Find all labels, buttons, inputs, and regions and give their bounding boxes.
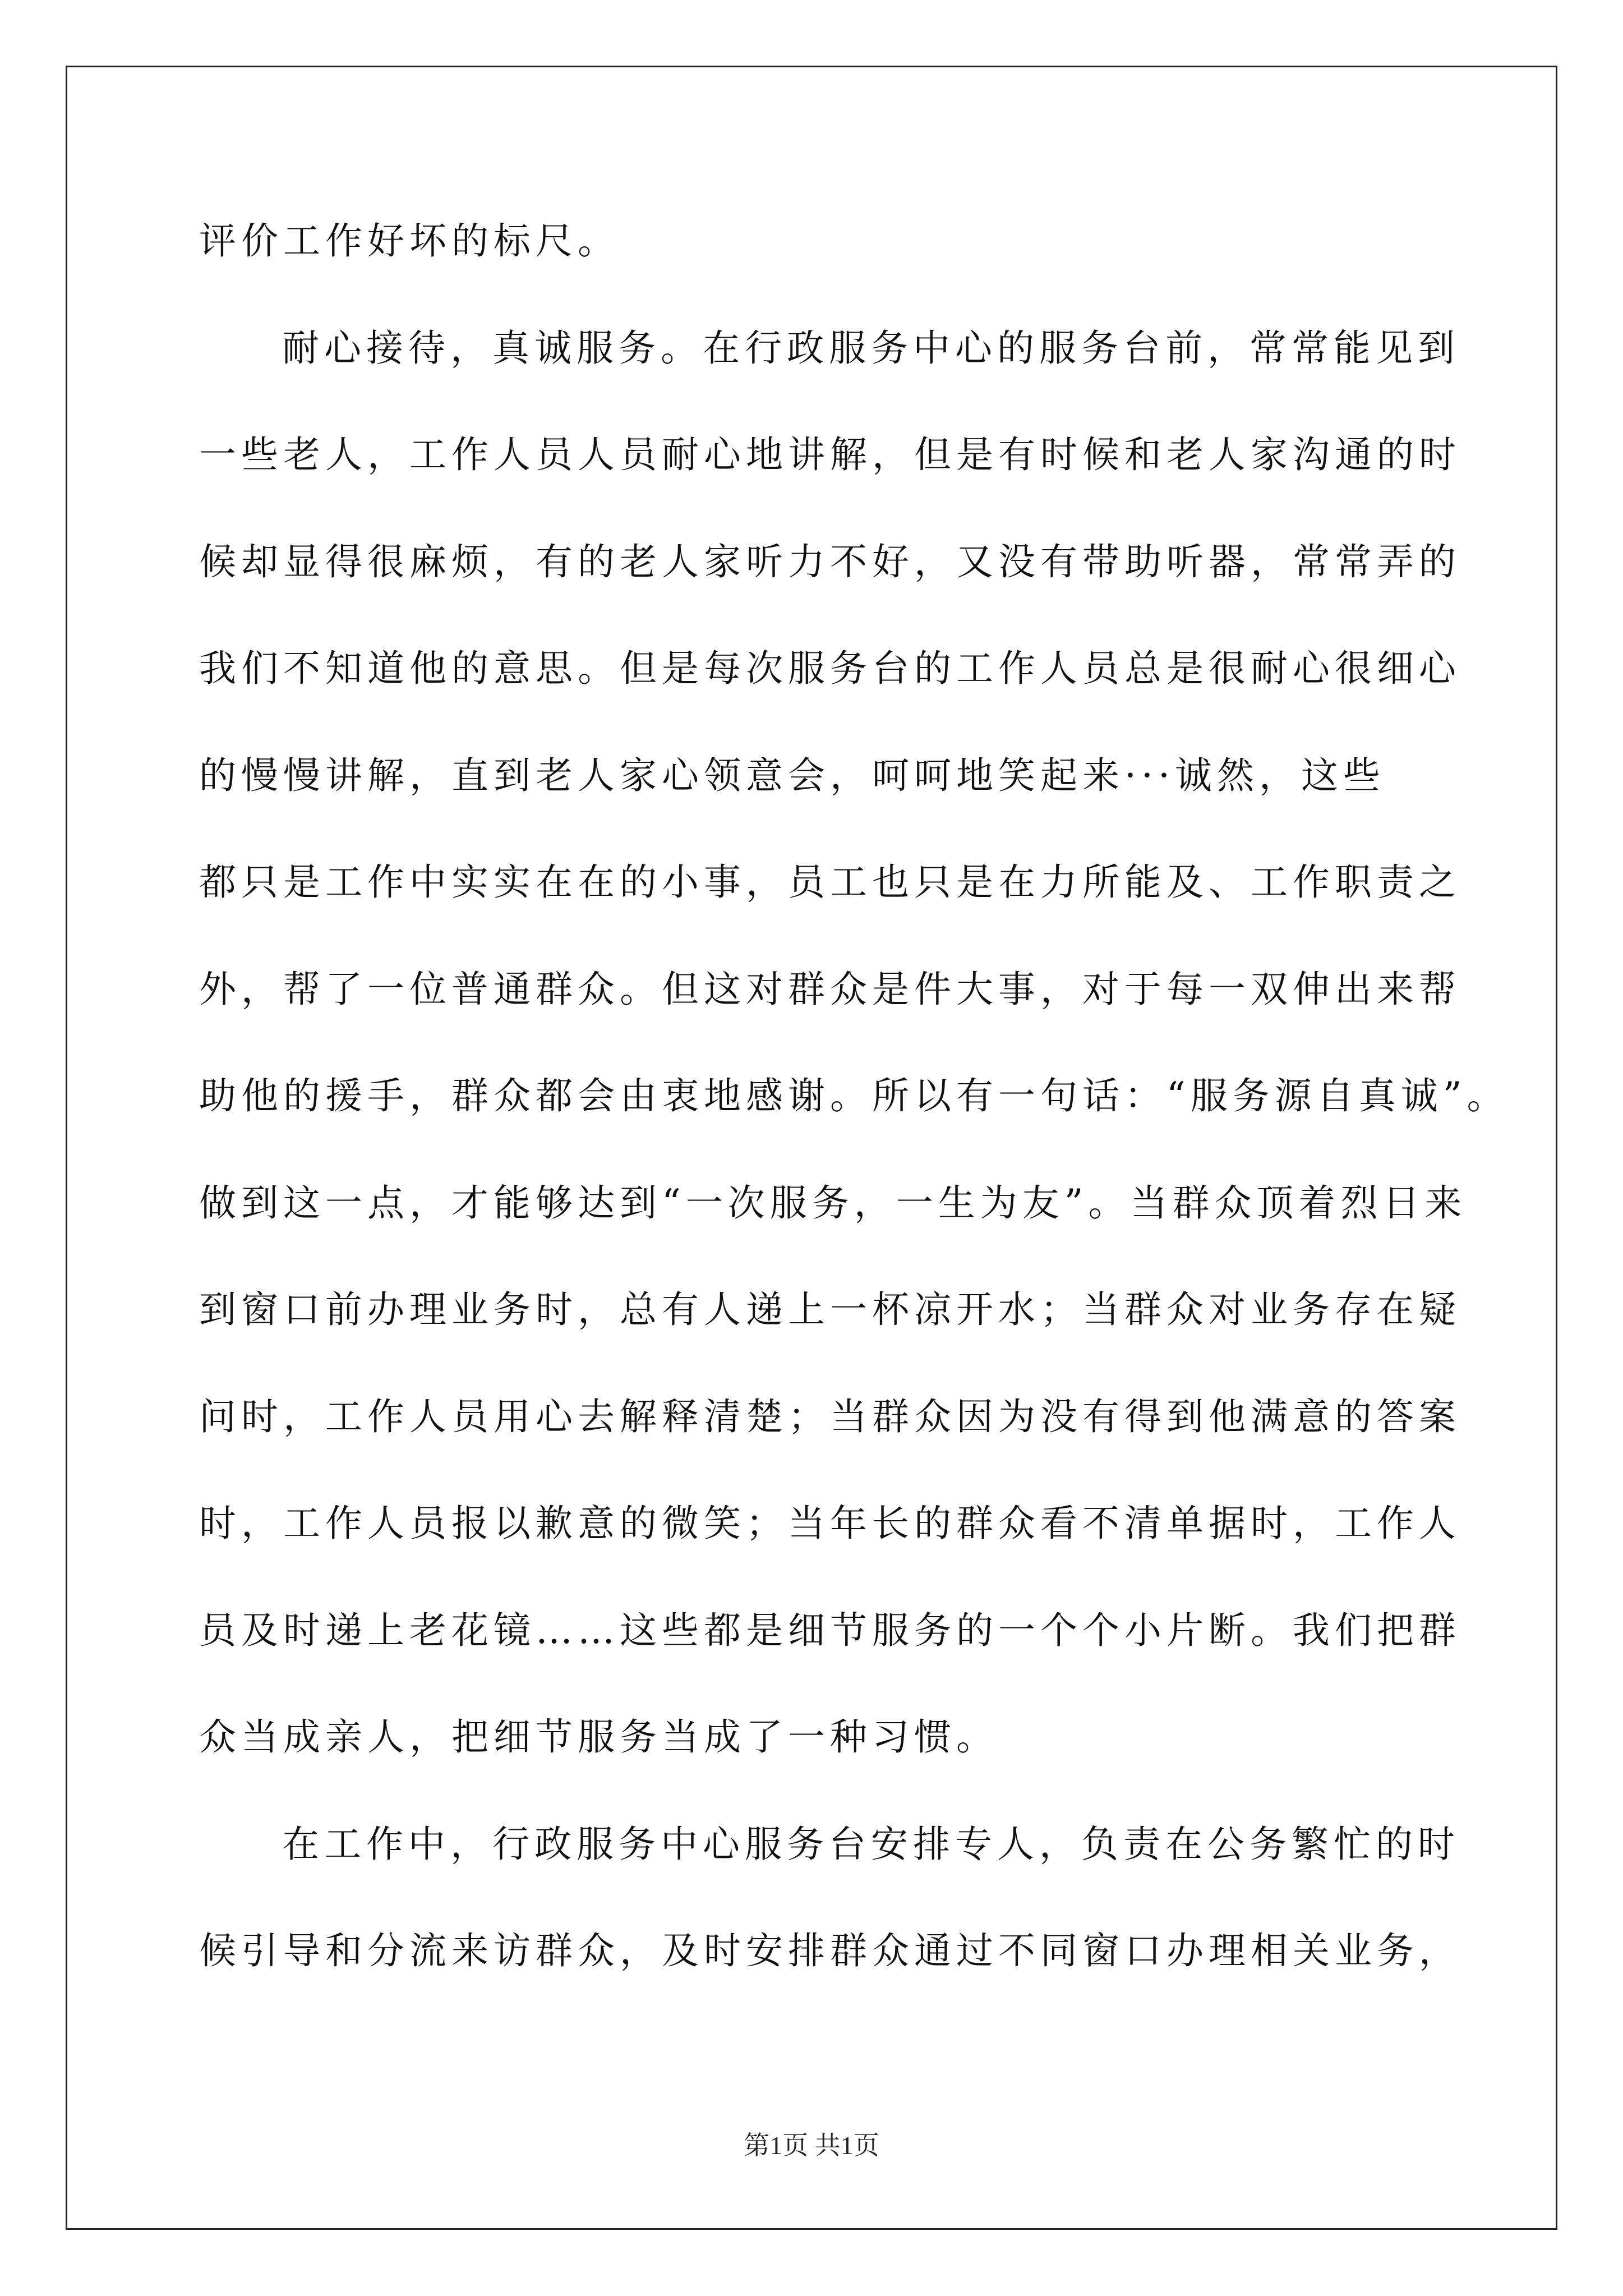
text-line: 众当成亲人，把细节服务当成了一种习惯。 — [199, 1715, 998, 1759]
text-line: 我们不知道他的意思。但是每次服务台的工作人员总是很耐心很细心 — [199, 647, 1461, 690]
text-line: 到窗口前办理业务时，总有人递上一杯凉开水；当群众对业务存在疑 — [199, 1288, 1461, 1331]
page-footer: 第1页 共1页 — [744, 2131, 879, 2160]
text-line: 员及时递上老花镜……这些都是细节服务的一个个小片断。我们把群 — [199, 1609, 1461, 1652]
paragraph-start-line: 耐心接待，真诚服务。在行政服务中心的服务台前，常常能见到 — [282, 326, 1460, 370]
page-border — [66, 66, 1557, 2230]
text-line: 一些老人，工作人员人员耐心地讲解，但是有时候和老人家沟通的时 — [199, 433, 1461, 476]
text-line: 助他的援手，群众都会由衷地感谢。所以有一句话：“服务源自真诚”。 — [199, 1074, 1509, 1117]
paragraph-start-line: 在工作中，行政服务中心服务台安排专人，负责在公务繁忙的时 — [282, 1823, 1460, 1866]
text-line: 问时，工作人员用心去解释清楚；当群众因为没有得到他满意的答案 — [199, 1395, 1461, 1438]
text-line: 的慢慢讲解，直到老人家心领意会，呵呵地笑起来···诚然，这些 — [199, 754, 1385, 797]
text-line: 都只是工作中实实在在的小事，员工也只是在力所能及、工作职责之 — [199, 861, 1461, 904]
text-line: 做到这一点，才能够达到“一次服务，一生为友”。当群众顶着烈日来 — [199, 1181, 1467, 1225]
text-line: 时，工作人员报以歉意的微笑；当年长的群众看不清单据时，工作人 — [199, 1502, 1461, 1545]
text-line: 候却显得很麻烦，有的老人家听力不好，又没有带助听器，常常弄的 — [199, 540, 1461, 583]
text-line: 外，帮了一位普通群众。但这对群众是件大事，对于每一双伸出来帮 — [199, 968, 1461, 1011]
text-line: 评价工作好坏的标尺。 — [199, 219, 620, 263]
text-line: 候引导和分流来访群众，及时安排群众通过不同窗口办理相关业务， — [199, 1929, 1461, 1972]
